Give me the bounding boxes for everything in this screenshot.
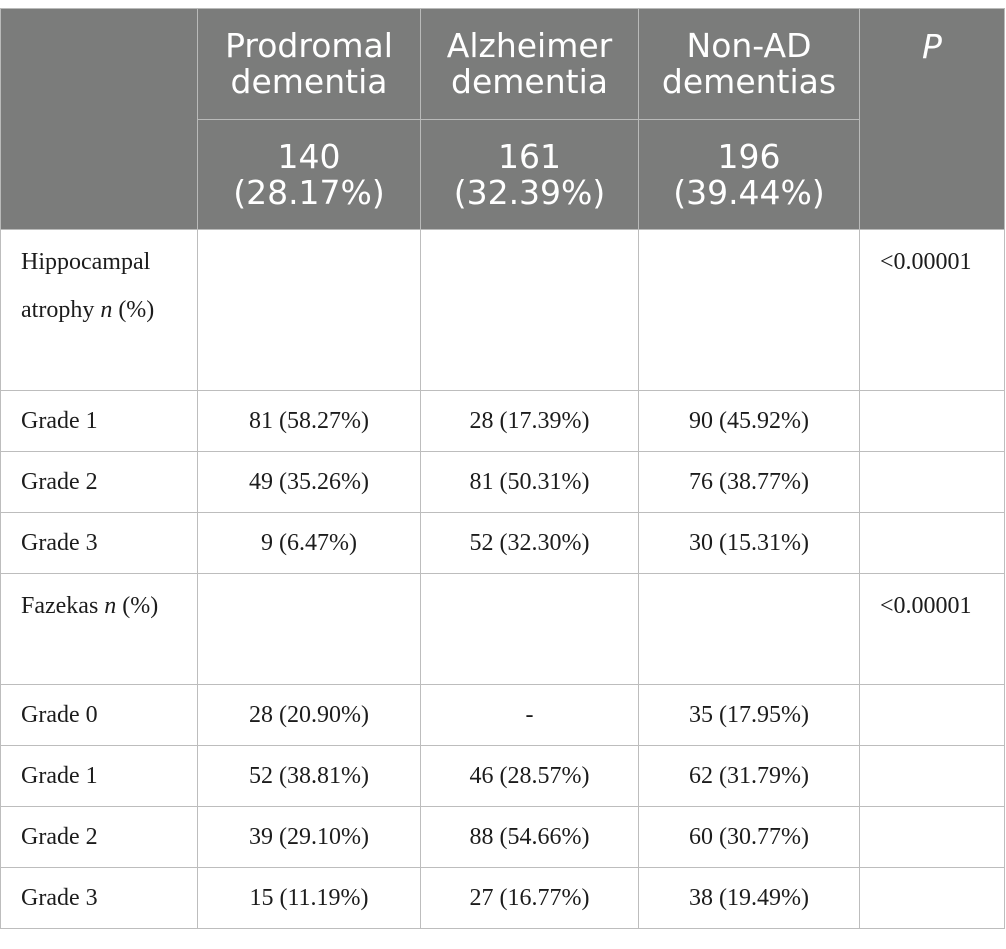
header-count-non-ad — [639, 120, 860, 230]
section-row-hippocampal-atrophy — [1, 230, 1005, 391]
count-value: 196 — [717, 136, 781, 176]
section-label-text: Hippocampal atrophy — [21, 249, 151, 323]
table-cell: 90 (45.92%) — [639, 391, 860, 452]
section-row-fazekas — [1, 574, 1005, 685]
table-cell: 15 (11.19%) — [198, 868, 421, 929]
table-cell: 62 (31.79%) — [639, 746, 860, 807]
table-cell: 30 (15.31%) — [639, 513, 860, 574]
row-label: Grade 2 — [1, 807, 198, 868]
table-row — [1, 807, 1005, 868]
row-label: Grade 3 — [1, 513, 198, 574]
section-label-text: Fazekas — [21, 593, 99, 619]
table-cell: 28 (17.39%) — [421, 391, 639, 452]
table-cell: 9 (6.47%) — [198, 513, 421, 574]
results-table — [0, 8, 1005, 929]
table-cell: 49 (35.26%) — [198, 452, 421, 513]
table-row — [1, 685, 1005, 746]
table-cell: 52 (32.30%) — [421, 513, 639, 574]
section-label — [1, 574, 198, 685]
table-row — [1, 452, 1005, 513]
section-var: n — [100, 297, 113, 323]
table-row — [1, 513, 1005, 574]
row-label: Grade 1 — [1, 391, 198, 452]
empty-cell — [860, 685, 1005, 746]
section-unit: (%) — [118, 297, 155, 323]
table-cell: 81 (58.27%) — [198, 391, 421, 452]
row-label: Grade 3 — [1, 868, 198, 929]
header-corner-cell — [1, 9, 198, 230]
header-group-alzheimer: Alzheimer dementia — [421, 9, 639, 120]
empty-cell — [860, 746, 1005, 807]
table-cell: 35 (17.95%) — [639, 685, 860, 746]
header-group-non-ad: Non-AD dementias — [639, 9, 860, 120]
table-cell: 52 (38.81%) — [198, 746, 421, 807]
empty-cell — [860, 452, 1005, 513]
section-p-value: <0.00001 — [860, 574, 1005, 685]
table-cell: - — [421, 685, 639, 746]
count-percent: (32.39%) — [453, 172, 606, 212]
header-count-alzheimer — [421, 120, 639, 230]
table-cell: 81 (50.31%) — [421, 452, 639, 513]
table-body — [1, 230, 1005, 929]
row-label: Grade 2 — [1, 452, 198, 513]
empty-cell — [860, 513, 1005, 574]
header-count-prodromal — [198, 120, 421, 230]
table-row — [1, 746, 1005, 807]
table-cell: 88 (54.66%) — [421, 807, 639, 868]
empty-cell — [639, 574, 860, 685]
table-header — [1, 9, 1005, 230]
empty-cell — [421, 230, 639, 391]
empty-cell — [639, 230, 860, 391]
table-row — [1, 868, 1005, 929]
table-cell: 27 (16.77%) — [421, 868, 639, 929]
section-var: n — [104, 593, 117, 619]
count-value: 140 — [277, 136, 341, 176]
table-cell: 39 (29.10%) — [198, 807, 421, 868]
section-p-value: <0.00001 — [860, 230, 1005, 391]
section-label — [1, 230, 198, 391]
empty-cell — [860, 868, 1005, 929]
row-label: Grade 0 — [1, 685, 198, 746]
header-p-value: P — [860, 9, 1005, 230]
section-unit: (%) — [122, 593, 159, 619]
table-cell: 38 (19.49%) — [639, 868, 860, 929]
table-cell: 46 (28.57%) — [421, 746, 639, 807]
header-row-groups — [1, 9, 1005, 120]
count-percent: (39.44%) — [673, 172, 825, 212]
table-cell: 76 (38.77%) — [639, 452, 860, 513]
count-value: 161 — [498, 136, 561, 176]
count-percent: (28.17%) — [233, 172, 385, 212]
table-row — [1, 391, 1005, 452]
empty-cell — [198, 230, 421, 391]
empty-cell — [860, 391, 1005, 452]
empty-cell — [421, 574, 639, 685]
table-cell: 28 (20.90%) — [198, 685, 421, 746]
row-label: Grade 1 — [1, 746, 198, 807]
header-group-prodromal: Prodromal dementia — [198, 9, 421, 120]
empty-cell — [198, 574, 421, 685]
table-cell: 60 (30.77%) — [639, 807, 860, 868]
empty-cell — [860, 807, 1005, 868]
